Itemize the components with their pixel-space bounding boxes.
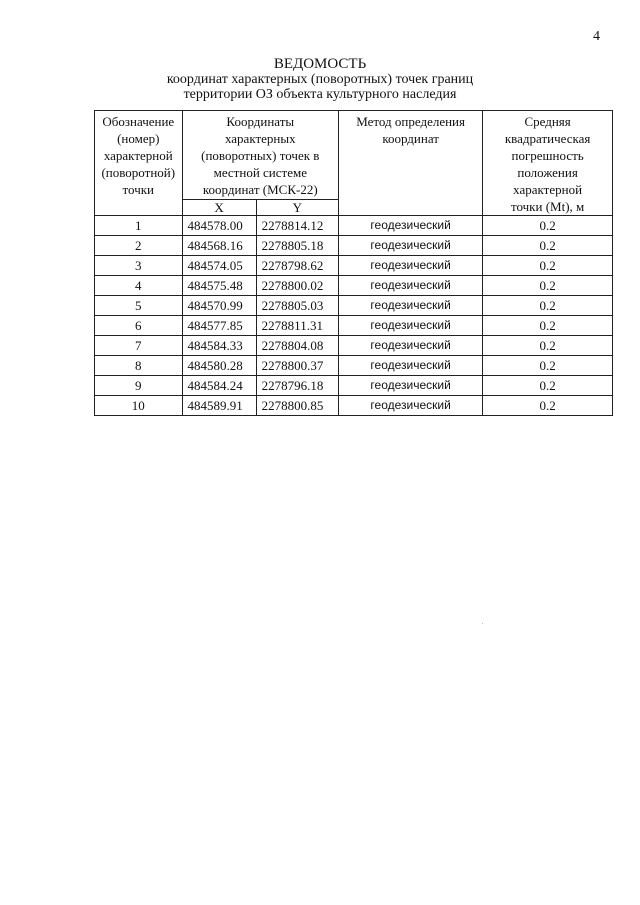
method: геодезический [339,276,483,296]
title-line-1: координат характерных (поворотных) точек границ [166,72,474,87]
point-number: 8 [95,356,183,376]
point-number: 3 [95,256,183,276]
header-error-line: характерной [513,182,583,197]
error-value: 0.2 [483,236,613,256]
coord-y: 2278800.02 [256,276,338,296]
page-number: 4 [593,29,600,44]
method: геодезический [339,256,483,276]
coord-y: 2278814.12 [256,216,338,236]
header-coordinates-line: координат (МСК-22) [202,182,318,197]
coord-y: 2278800.85 [256,396,338,416]
header-designation [95,111,183,216]
header-designation-line: Обозначение [102,114,175,129]
header-method [339,111,483,216]
point-number: 5 [95,296,183,316]
title-main: ВЕДОМОСТЬ [273,56,367,72]
coord-x: 484575.48 [182,276,256,296]
error-value: 0.2 [483,216,613,236]
title-line-2: территории ОЗ объекта культурного наследия [183,87,457,102]
table-row [95,356,613,376]
header-error-line: точки (Mt), м [510,199,585,214]
scan-speck [482,623,483,624]
header-designation-line: характерной [103,148,173,163]
method: геодезический [339,376,483,396]
table-row [95,276,613,296]
header-error-line: Средняя [524,114,571,129]
point-number: 2 [95,236,183,256]
coord-x: 484584.33 [182,336,256,356]
header-coordinates-line: Координаты [226,114,295,129]
coord-x: 484577.85 [182,316,256,336]
method: геодезический [339,216,483,236]
coordinates-table [94,110,613,416]
document-title [0,56,640,102]
table-row [95,336,613,356]
coord-y: 2278796.18 [256,376,338,396]
method: геодезический [339,296,483,316]
coord-x: 484584.24 [182,376,256,396]
method: геодезический [339,356,483,376]
coord-x: 484580.28 [182,356,256,376]
table-row [95,396,613,416]
header-error-line: положения [517,165,578,180]
header-method-line: координат [382,131,439,146]
method: геодезический [339,336,483,356]
table-row [95,256,613,276]
error-value: 0.2 [483,296,613,316]
header-error [483,111,613,216]
header-designation-line: точки [122,182,154,197]
coord-y: 2278805.18 [256,236,338,256]
error-value: 0.2 [483,356,613,376]
table-row [95,376,613,396]
point-number: 9 [95,376,183,396]
header-designation-line: (номер) [117,131,160,146]
header-y: Y [256,200,338,216]
coord-x: 484574.05 [182,256,256,276]
table-row [95,316,613,336]
coord-y: 2278800.37 [256,356,338,376]
point-number: 7 [95,336,183,356]
coord-x: 484578.00 [182,216,256,236]
method: геодезический [339,316,483,336]
error-value: 0.2 [483,396,613,416]
coord-y: 2278804.08 [256,336,338,356]
point-number: 10 [95,396,183,416]
table-row [95,216,613,236]
header-method-line: Метод определения [356,114,465,129]
coord-y: 2278798.62 [256,256,338,276]
header-x: X [182,200,256,216]
point-number: 4 [95,276,183,296]
coord-y: 2278805.03 [256,296,338,316]
coord-x: 484570.99 [182,296,256,316]
error-value: 0.2 [483,316,613,336]
coord-x: 484568.16 [182,236,256,256]
error-value: 0.2 [483,276,613,296]
header-coordinates-line: местной системе [213,165,307,180]
table-row [95,296,613,316]
error-value: 0.2 [483,376,613,396]
point-number: 6 [95,316,183,336]
header-designation-line: (поворотной) [101,165,176,180]
point-number: 1 [95,216,183,236]
method: геодезический [339,396,483,416]
header-coordinates-line: (поворотных) точек в [201,148,320,163]
header-error-line: погрешность [511,148,584,163]
header-error-line: квадратическая [504,131,591,146]
header-coordinates-line: характерных [224,131,296,146]
coord-x: 484589.91 [182,396,256,416]
error-value: 0.2 [483,256,613,276]
header-coordinates [182,111,339,200]
method: геодезический [339,236,483,256]
coord-y: 2278811.31 [256,316,338,336]
error-value: 0.2 [483,336,613,356]
table-row [95,236,613,256]
